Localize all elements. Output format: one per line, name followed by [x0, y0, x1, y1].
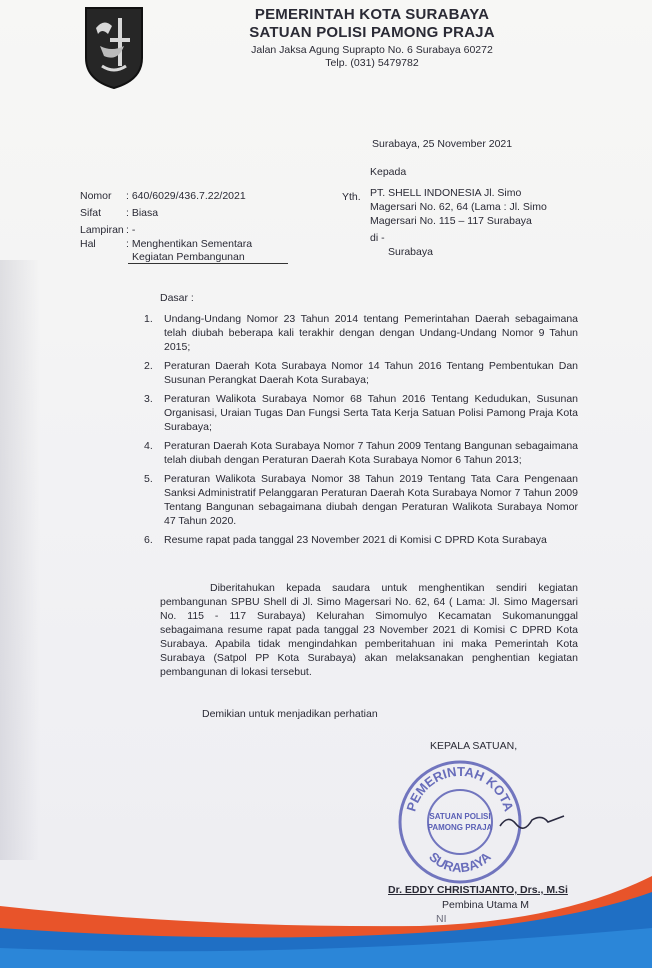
signatory-rank: Pembina Utama M	[442, 899, 529, 911]
list-item: 2. Peraturan Daerah Kota Surabaya Nomor 14 Tahun 2016 Tentang Pembentukan Dan Susunan Perangkat Daerah Kota Surabaya;	[144, 360, 578, 386]
list-item: 6. Resume rapat pada tanggal 23 November 2021 di Komisi C DPRD Kota Surabaya	[144, 534, 547, 546]
nomor-label: Nomor	[80, 190, 112, 202]
lampiran-value: : -	[126, 224, 136, 236]
surabaya-crest-logo	[82, 6, 146, 90]
header-phone: Telp. (031) 5479782	[325, 57, 419, 69]
header-government: PEMERINTAH KOTA SURABAYA	[254, 6, 490, 23]
closing-line: Demikian untuk menjadikan perhatian	[202, 708, 378, 720]
notice-paragraph: Diberitahukan kepada saudara untuk menghentikan sendiri kegiatan pembangunan SPBU Shell di Jl. Simo Magersari No. 62, 64 ( Lama: Jl. Simo Magersari No. 115 - 117 Surabaya) Kelurahan Simomulyo Kecamatan Sukomanunggal sebagaimana resume rapat pada tanggal 23 November 2021 di Komisi C DPRD Kota Surabaya. Apabila tidak mengindahkan pemberitahuan ini maka Pemerintah Kota Surabaya (Satpol PP Kota Surabaya) akan melaksanakan penghentian kegiatan pembangunan di lokasi tersebut.	[160, 582, 578, 678]
dasar-heading: Dasar :	[160, 292, 194, 304]
legal-basis-list	[142, 312, 578, 552]
letter-date: Surabaya, 25 November 2021	[372, 138, 513, 150]
recipient-address: PT. SHELL INDONESIA Jl. Simo Magersari No. 62, 64 (Lama : Jl. Simo Magersari No. 115 – 117 Surabaya	[370, 187, 547, 227]
sifat-value: : Biasa	[126, 207, 159, 219]
signatory-nip: NI	[436, 913, 447, 925]
svg-text:SATUAN POLISI: SATUAN POLISI	[429, 812, 491, 821]
signatory-name: Dr. EDDY CHRISTIJANTO, Drs., M.Si	[388, 884, 568, 896]
svg-text:PAMONG PRAJA: PAMONG PRAJA	[427, 823, 493, 832]
hal-value-line1: : Menghentikan Sementara	[126, 238, 253, 250]
recipient-yth: Yth.	[342, 191, 361, 203]
lampiran-label: Lampiran	[80, 224, 124, 236]
page-shadow	[0, 260, 40, 860]
nomor-value: : 640/6029/436.7.22/2021	[126, 190, 246, 202]
list-item: 4. Peraturan Daerah Kota Surabaya Nomor 7 Tahun 2009 Tentang Bangunan sebagaimana telah diubah dengan Peraturan Daerah Kota Surabaya Nomor 6 Tahun 2013;	[144, 440, 578, 466]
header-agency: SATUAN POLISI PAMONG PRAJA	[249, 24, 495, 41]
hal-label: Hal	[80, 238, 96, 250]
svg-text:PEMERINTAH KOTA: PEMERINTAH KOTA	[403, 763, 517, 814]
recipient-di: di -	[370, 232, 385, 244]
svg-text:SURABAYA: SURABAYA	[426, 849, 494, 876]
list-item: 1. Undang-Undang Nomor 23 Tahun 2014 tentang Pemerintahan Daerah sebagaimana telah diubah beberapa kali terakhir dengan dengan Undang-Undang Nomor 9 Tahun 2015;	[144, 313, 578, 353]
signatory-title: KEPALA SATUAN,	[430, 740, 518, 752]
list-item: 3. Peraturan Walikota Surabaya Nomor 68 Tahun 2016 Tentang Kedudukan, Susunan Organisasi, Uraian Tugas Dan Fungsi Serta Tata Kerja Satuan Polisi Pamong Praja Kota Surabaya;	[144, 393, 578, 433]
hal-value-line2: Kegiatan Pembangunan	[132, 251, 245, 263]
recipient-city: Surabaya	[388, 246, 433, 258]
hal-underline	[128, 263, 288, 264]
sifat-label: Sifat	[80, 207, 102, 219]
header-address: Jalan Jaksa Agung Suprapto No. 6 Surabaya 60272	[251, 44, 493, 56]
handwritten-signature	[498, 810, 568, 834]
list-item: 5. Peraturan Walikota Surabaya Nomor 38 Tahun 2019 Tentang Tata Cara Pengenaan Sanksi Administratif Pelanggaran Peraturan Daerah Kota Surabaya Nomor 7 Tahun 2009 Tentang Bangunan sebagaimana diubah dengan Peraturan Walikota Surabaya Nomor 47 Tahun 2020.	[144, 473, 578, 527]
recipient-kepada: Kepada	[370, 166, 407, 178]
decorative-swoosh	[0, 868, 652, 968]
